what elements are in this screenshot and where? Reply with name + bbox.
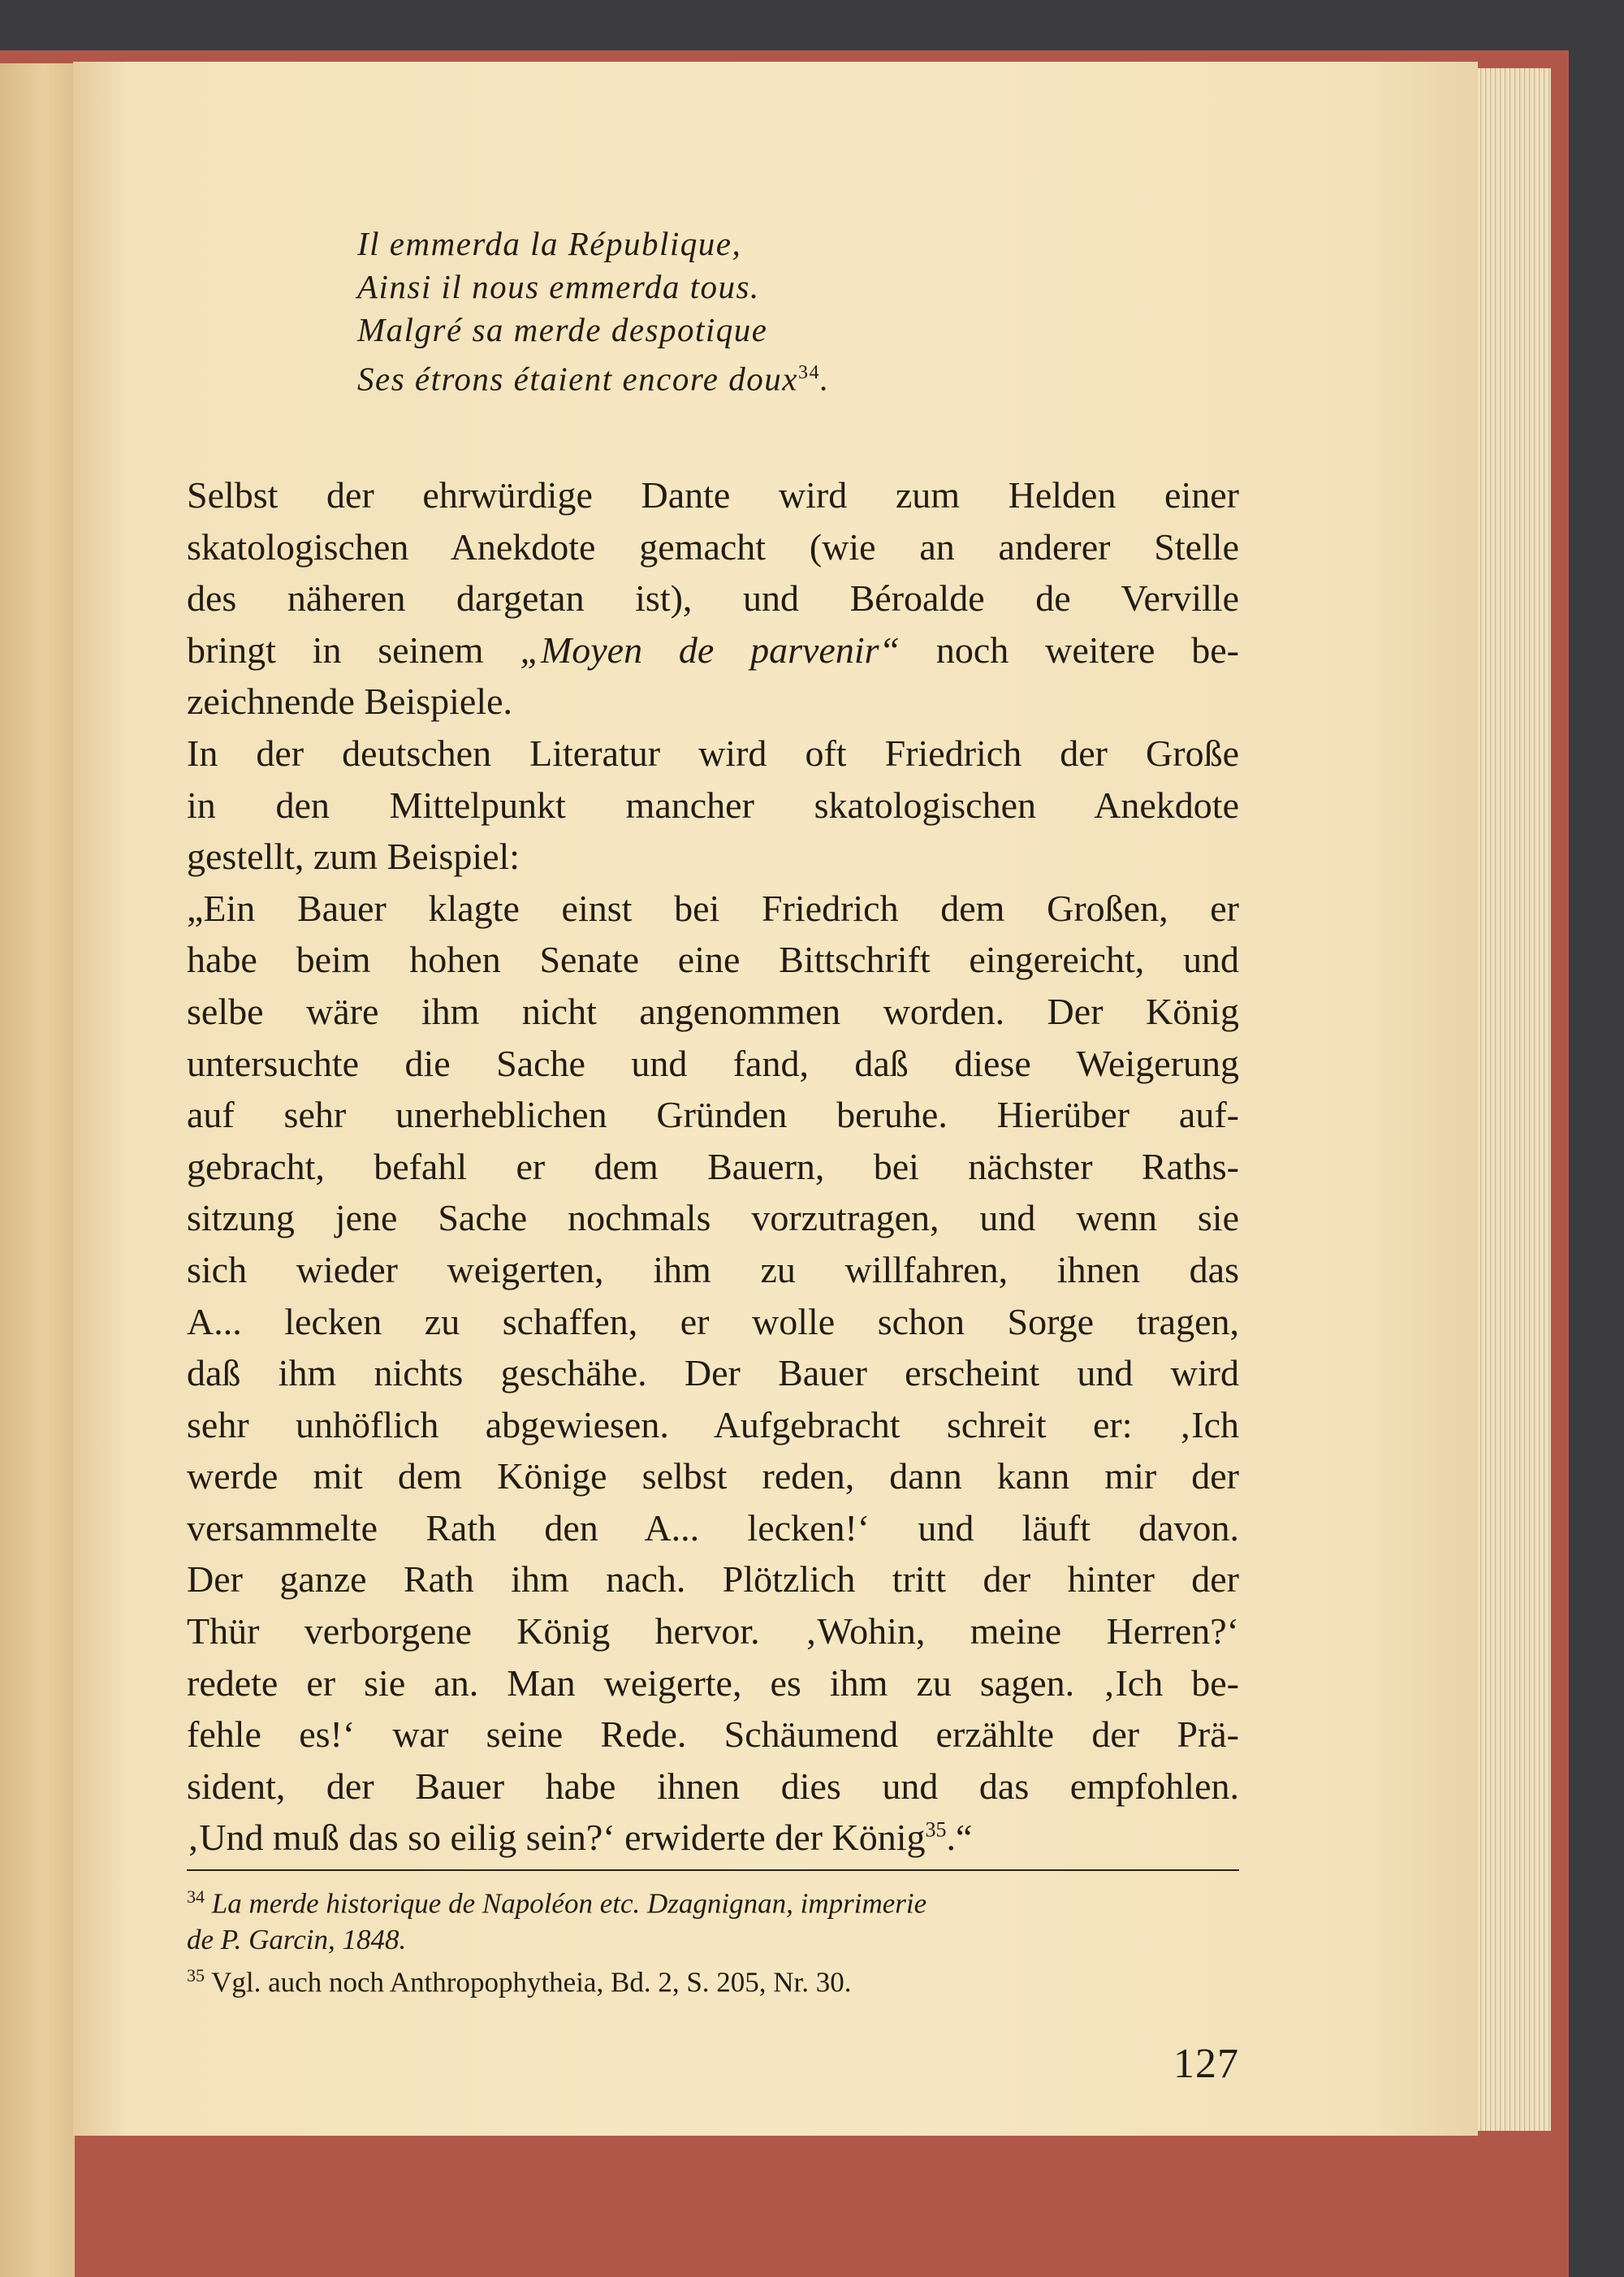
text-line: daß ihm nichts geschähe. Der Bauer erscheint und wird: [187, 1352, 1239, 1394]
text-run: ‚Und muß das so eilig sein?‘ erwiderte der König: [187, 1817, 926, 1859]
verse-line: Il emmerda la République,: [357, 225, 742, 262]
footnote-text: Vgl. auch noch Anthropophytheia, Bd. 2, S. 205, Nr. 30.: [211, 1966, 852, 1998]
text-line: werde mit dem Könige selbst reden, dann kann mir der: [187, 1455, 1239, 1497]
text-line: habe beim hohen Senate eine Bittschrift eingereicht, und: [187, 939, 1239, 981]
text-run: noch weitere be-: [900, 629, 1239, 671]
book-title: „Moyen de parvenir“: [520, 629, 901, 671]
page-number: 127: [1173, 2041, 1239, 2087]
text-run: .“: [946, 1817, 973, 1859]
text-run: bringt in seinem: [187, 629, 520, 671]
footnote-35: [187, 1958, 1239, 2001]
verse-line: Ainsi il nous emmerda tous.: [357, 268, 760, 305]
verse-line: Malgré sa merde despotique: [357, 311, 768, 348]
body-text: [187, 469, 1239, 1864]
text-line: versammelte Rath den A... lecken!‘ und läuft davon.: [187, 1506, 1239, 1549]
facing-page-edge: [0, 63, 75, 2277]
footnote-rule: [187, 1869, 1239, 1871]
page-block-edges: [1468, 68, 1551, 2131]
text-line: untersuchte die Sache und fand, daß diese Weigerung: [187, 1042, 1239, 1084]
text-line: des näheren dargetan ist), und Béroalde de Verville: [187, 577, 1239, 620]
text-line: auf sehr unerheblichen Gründen beruhe. Hierüber auf-: [187, 1094, 1239, 1136]
footnote-number: 35: [187, 1964, 205, 1985]
text-line: [187, 1812, 1239, 1864]
text-line: skatologischen Anekdote gemacht (wie an anderer Stelle: [187, 525, 1239, 568]
text-line: Selbst der ehrwürdige Dante wird zum Helden einer: [187, 474, 1239, 516]
text-line: In der deutschen Literatur wird oft Friedrich der Große: [187, 732, 1239, 774]
footnote-continuation: de P. Garcin, 1848.: [187, 1923, 407, 1955]
text-line: „Ein Bauer klagte einst bei Friedrich dem Großen, er: [187, 887, 1239, 929]
text-line: zeichnende Beispiele.: [187, 681, 513, 723]
text-line: redete er sie an. Man weigerte, es ihm zu sagen. ‚Ich be-: [187, 1661, 1239, 1704]
footnote-ref-35: 35: [925, 1818, 947, 1843]
text-line: Thür verborgene König hervor. ‚Wohin, meine Herren?‘: [187, 1610, 1239, 1653]
footnote-text: La merde historique de Napoléon etc. Dzagnignan, imprimerie: [211, 1887, 927, 1920]
footnote-ref-34: 34: [797, 362, 820, 383]
verse-line: [357, 352, 1088, 401]
footnotes: [187, 1879, 1239, 2000]
footnote-number: 34: [187, 1886, 205, 1907]
text-line: fehle es!‘ war seine Rede. Schäumend erzählte der Prä-: [187, 1713, 1239, 1756]
verse-line-text: Ses étrons étaient encore doux: [357, 360, 798, 398]
footnote-34: [187, 1879, 1239, 1922]
text-line: [187, 624, 1239, 676]
text-line: gebracht, befahl er dem Bauern, bei nächster Raths-: [187, 1145, 1239, 1187]
text-line: sident, der Bauer habe ihnen dies und das empfohlen.: [187, 1765, 1239, 1807]
book-page: [73, 62, 1478, 2136]
text-line: A... lecken zu schaffen, er wolle schon Sorge tragen,: [187, 1300, 1239, 1342]
text-line: selbe wäre ihm nicht angenommen worden. Der König: [187, 990, 1239, 1032]
text-line: sich wieder weigerten, ihm zu willfahren, ihnen das: [187, 1248, 1239, 1290]
text-line: in den Mittelpunkt mancher skatologischen Anekdote: [187, 784, 1239, 826]
text-line: gestellt, zum Beispiel:: [187, 836, 520, 878]
text-line: sitzung jene Sache nochmals vorzutragen, und wenn sie: [187, 1197, 1239, 1239]
verse-quotation: [357, 223, 1088, 401]
text-line: Der ganze Rath ihm nach. Plötzlich tritt der hinter der: [187, 1558, 1239, 1601]
text-line: sehr unhöflich abgewiesen. Aufgebracht schreit er: ‚Ich: [187, 1403, 1239, 1445]
verse-end: .: [819, 360, 830, 398]
